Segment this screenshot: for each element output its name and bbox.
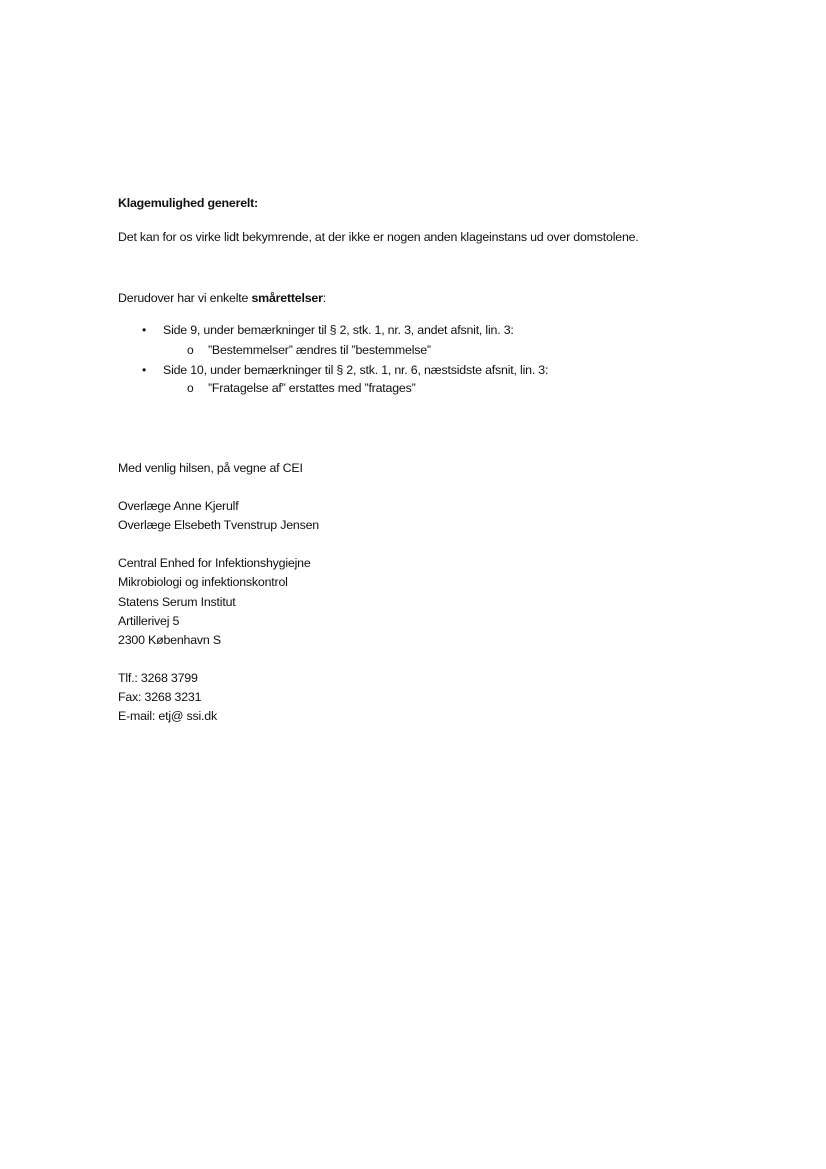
- address-line: Mikrobiologi og infektionskontrol: [118, 575, 288, 589]
- circle-bullet-icon: o: [187, 381, 194, 395]
- signatory: Overlæge Elsebeth Tvenstrup Jensen: [118, 518, 319, 532]
- corrections-intro-text: Derudover har vi enkelte: [118, 291, 252, 305]
- circle-bullet-icon: o: [187, 343, 194, 357]
- address-line: Central Enhed for Infektionshygiejne: [118, 556, 311, 570]
- corrections-intro: [118, 290, 326, 306]
- sub-list-item: ”Fratagelse af” erstattes med ”fratages”: [208, 381, 416, 395]
- bullet-icon: •: [142, 323, 147, 337]
- bullet-icon: •: [142, 363, 147, 377]
- address-line: 2300 København S: [118, 633, 221, 647]
- concern-paragraph: Det kan for os virke lidt bekymrende, at der ikke er nogen anden klageinstans ud over domstolene.: [118, 230, 639, 244]
- list-item: Side 9, under bemærkninger til § 2, stk. 1, nr. 3, andet afsnit, lin. 3:: [163, 323, 514, 337]
- signatory: Overlæge Anne Kjerulf: [118, 499, 239, 513]
- address-line: Statens Serum Institut: [118, 595, 236, 609]
- corrections-intro-colon: :: [322, 291, 326, 305]
- fax-number: Fax: 3268 3231: [118, 690, 202, 704]
- list-item: Side 10, under bemærkninger til § 2, stk. 1, nr. 6, næstsidste afsnit, lin. 3:: [163, 363, 549, 377]
- sub-list-item: ”Bestemmelser” ændres til ”bestemmelse”: [208, 343, 431, 357]
- address-line: Artillerivej 5: [118, 614, 180, 628]
- closing-greeting: Med venlig hilsen, på vegne af CEI: [118, 461, 303, 475]
- email-address: E-mail: etj@ ssi.dk: [118, 709, 217, 723]
- section-heading: Klagemulighed generelt:: [118, 196, 258, 210]
- phone-number: Tlf.: 3268 3799: [118, 671, 198, 685]
- corrections-intro-bold: smårettelser: [251, 291, 323, 305]
